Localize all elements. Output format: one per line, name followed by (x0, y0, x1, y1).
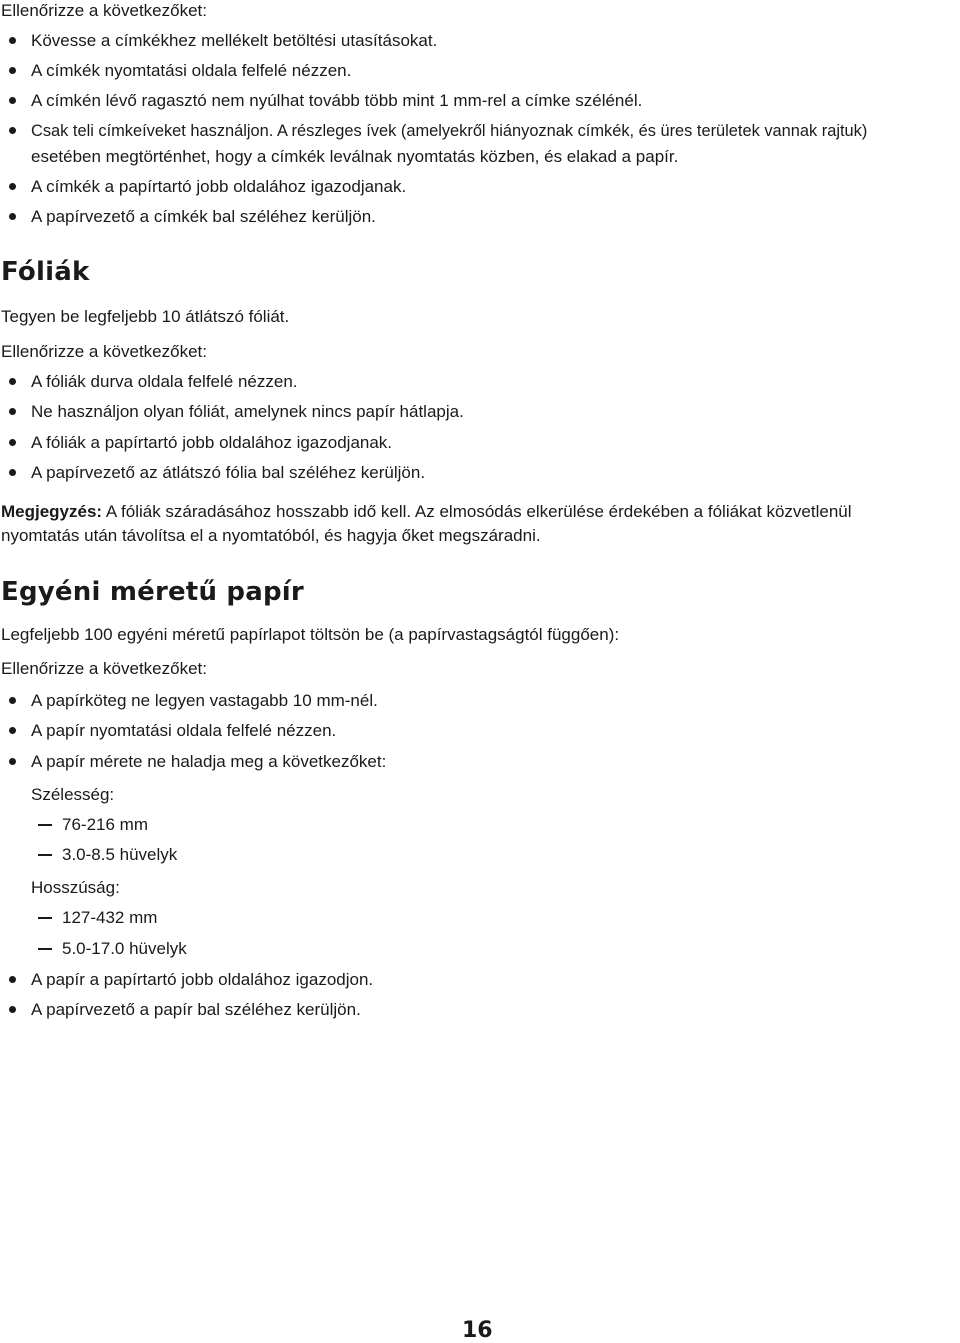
bullet-icon (9, 1006, 16, 1013)
foliak-note (1, 500, 852, 524)
foliak-check-intro: Ellenőrizze a következőket: (1, 342, 207, 361)
list-item: A fóliák a papírtartó jobb oldalához igazodjanak. (0, 430, 392, 456)
bullet-icon (9, 97, 16, 104)
list-item: A papírvezető az átlátszó fólia bal széléhez kerüljön. (0, 460, 425, 486)
bullet-icon (9, 67, 16, 74)
foliak-note-line2: nyomtatás után távolítsa el a nyomtatóból, és hagyja őket megszáradni. (1, 526, 541, 545)
list-item: A papír nyomtatási oldala felfelé nézzen. (0, 718, 336, 744)
custom-check-intro: Ellenőrizze a következőket: (1, 659, 207, 678)
custom-intro: Legfeljebb 100 egyéni méretű papírlapot töltsön be (a papírvastagságtól függően): (1, 625, 620, 644)
bullet-icon (9, 127, 16, 134)
bullet-icon (9, 213, 16, 220)
dash-icon (38, 824, 52, 826)
bullet-icon (9, 183, 16, 190)
section-heading-custom-paper: Egyéni méretű papír (1, 577, 304, 607)
list-item: A címkék a papírtartó jobb oldalához igazodjanak. (0, 174, 406, 200)
dash-icon (38, 854, 52, 856)
list-item: A címkén lévő ragasztó nem nyúlhat tovább több mint 1 mm-rel a címke szélénél. (0, 88, 642, 114)
list-item: 127-432 mm (0, 905, 157, 931)
bullet-icon (9, 408, 16, 415)
list-item: A címkék nyomtatási oldala felfelé nézzen. (0, 58, 351, 84)
bullet-icon (9, 697, 16, 704)
length-label: Hosszúság: (31, 878, 120, 897)
bullet-icon (9, 37, 16, 44)
list-item: A papírvezető a címkék bal széléhez kerüljön. (0, 204, 376, 230)
page-number: 16 (462, 1318, 493, 1343)
bullet-icon (9, 378, 16, 385)
width-label: Szélesség: (31, 785, 115, 804)
list-item: Kövesse a címkékhez mellékelt betöltési utasításokat. (0, 28, 437, 54)
list-item: Ne használjon olyan fóliát, amelynek nincs papír hátlapja. (0, 399, 464, 425)
list-item: A papír a papírtartó jobb oldalához igazodjon. (0, 967, 373, 993)
bullet-icon (9, 727, 16, 734)
check-intro-labels: Ellenőrizze a következőket: (1, 1, 207, 20)
list-item: 76-216 mm (0, 812, 148, 838)
list-item: A papírköteg ne legyen vastagabb 10 mm-nél. (0, 688, 378, 714)
bullet-icon (9, 439, 16, 446)
foliak-intro: Tegyen be legfeljebb 10 átlátszó fóliát. (1, 307, 290, 326)
bullet-icon (9, 469, 16, 476)
list-item: A fóliák durva oldala felfelé nézzen. (0, 369, 298, 395)
list-item: A papír mérete ne haladja meg a következőket: (0, 749, 386, 775)
list-item: 5.0-17.0 hüvelyk (0, 936, 187, 962)
note-label: Megjegyzés: (1, 502, 103, 521)
bullet-icon (9, 976, 16, 983)
section-heading-foliak: Fóliák (1, 257, 90, 287)
note-text-line1: A fóliák száradásához hosszabb idő kell. Az elmosódás elkerülése érdekében a fóliákat közvetlenül (105, 502, 852, 521)
list-item: 3.0-8.5 hüvelyk (0, 842, 177, 868)
list-item: Csak teli címkeíveket használjon. A részleges ívek (amelyekről hiányoznak címkék, és üres területek vannak rajtuk) esetében megtörténhet, hogy a címkék leválnak nyomtatás közben, és elakad a papír. (0, 118, 867, 170)
bullet-icon (9, 758, 16, 765)
dash-icon (38, 948, 52, 950)
dash-icon (38, 917, 52, 919)
list-item: A papírvezető a papír bal széléhez kerüljön. (0, 997, 361, 1023)
